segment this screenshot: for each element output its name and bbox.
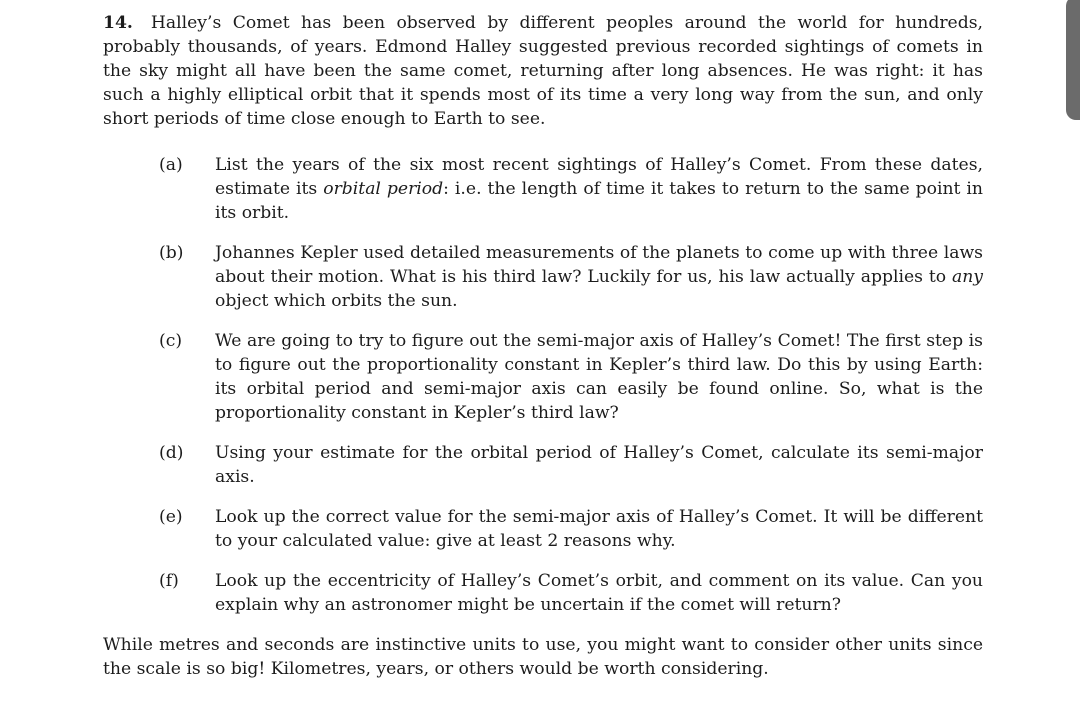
document-page — [103, 11, 983, 681]
part-text — [215, 153, 983, 225]
part-d — [159, 441, 983, 489]
question-intro-text: Halley’s Comet has been observed by different peoples around the world for hundreds, probably thousands, of years. Edmond Halley suggested previous recorded sightings of comets in the sky might all have been the same comet, returning after long absences. He was right: it has such a highly elliptical orbit that it spends most of its time a very long way from the sun, and only short periods of time close enough to Earth to see. — [103, 13, 983, 129]
part-text — [215, 441, 983, 489]
part-label: (b) — [159, 243, 184, 263]
part-label: (a) — [159, 155, 183, 175]
part-text-before: List the years of the six most recent sightings of Halley’s Comet. From these dates, estimate its — [215, 155, 983, 199]
part-text-emphasis: any — [951, 267, 983, 287]
question-intro — [103, 11, 983, 131]
part-text — [215, 329, 983, 425]
part-a — [159, 153, 983, 225]
part-text-emphasis: orbital period — [323, 179, 444, 199]
part-c — [159, 329, 983, 425]
part-label: (d) — [159, 443, 184, 463]
part-b — [159, 241, 983, 313]
question-parts — [103, 153, 983, 617]
part-text-before: We are going to try to figure out the semi-major axis of Halley’s Comet! The first step is to figure out the proportionality constant in Kepler’s third law. Do this by using Earth: its orbital period and semi-major axis can easily be found online. So, what is the proportionality constant in Kepler’s third law? — [215, 331, 983, 423]
scrollbar-thumb[interactable] — [1066, 0, 1080, 120]
part-e — [159, 505, 983, 553]
part-label: (f) — [159, 571, 179, 591]
part-text — [215, 505, 983, 553]
part-label: (c) — [159, 331, 183, 351]
part-label: (e) — [159, 507, 183, 527]
part-f — [159, 569, 983, 617]
closing-note: While metres and seconds are instinctive units to use, you might want to consider other units since the scale is so big! Kilometres, years, or others would be worth considering. — [103, 635, 983, 679]
part-text-before: Using your estimate for the orbital period of Halley’s Comet, calculate its semi-major axis. — [215, 443, 983, 487]
part-text-before: Johannes Kepler used detailed measurements of the planets to come up with three laws about their motion. What is his third law? Luckily for us, his law actually applies to — [215, 243, 983, 287]
part-text-before: Look up the eccentricity of Halley’s Comet’s orbit, and comment on its value. Can you explain why an astronomer might be uncertain if the comet will return? — [215, 571, 983, 615]
part-text-before: Look up the correct value for the semi-major axis of Halley’s Comet. It will be different to your calculated value: give at least 2 reasons why. — [215, 507, 983, 551]
part-text-after: : i.e. the length of time it takes to return to the same point in its orbit. — [215, 179, 983, 223]
part-text — [215, 569, 983, 617]
question-number: 14. — [103, 13, 133, 33]
part-text — [215, 241, 983, 313]
part-text-after: object which orbits the sun. — [215, 291, 458, 311]
